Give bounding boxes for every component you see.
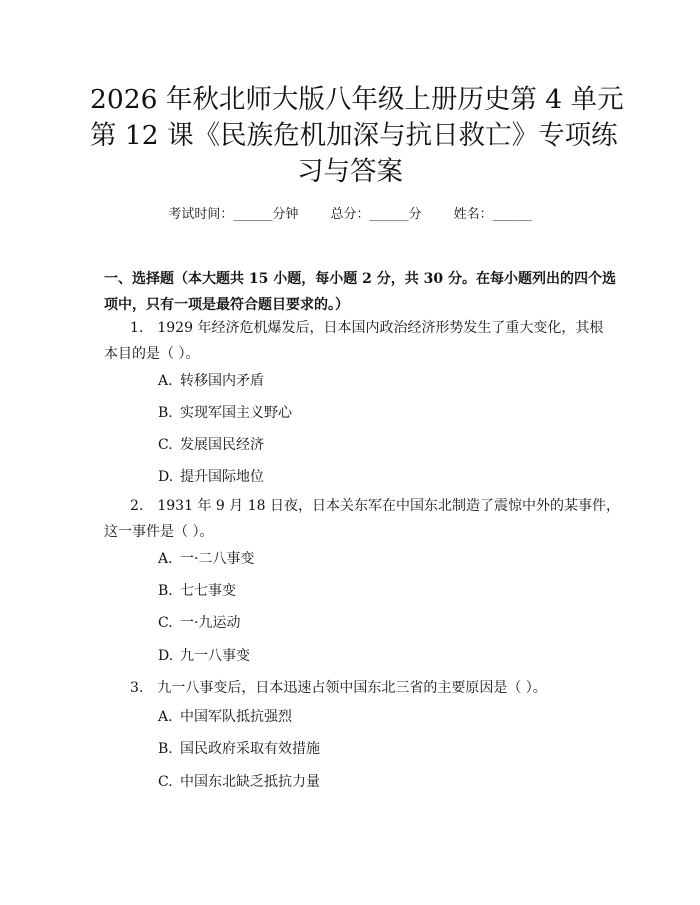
option-text: 一·二八事变: [180, 551, 255, 567]
question-2-line-2: 这一事件是（ ）。: [104, 524, 214, 540]
option-letter: B.: [158, 583, 173, 599]
option-text: 中国军队抵抗强烈: [180, 709, 292, 725]
option-letter: A.: [158, 551, 173, 567]
question-2-option-a: [158, 549, 254, 569]
title-line-1: 2026 年秋北师大版八年级上册历史第 4 单元: [90, 84, 624, 115]
option-text: 国民政府采取有效措施: [180, 741, 320, 757]
question-1-option-d: [158, 467, 264, 487]
section-heading-line-2: 项中，只有一项是最符合题目要求的。）: [104, 297, 349, 313]
option-letter: C.: [158, 615, 173, 631]
question-1-option-c: [158, 435, 264, 455]
question-3-number: 3.: [130, 680, 144, 696]
option-text: 实现军国主义野心: [180, 405, 292, 421]
section-heading-line-1: 一、选择题（本大题共 15 小题，每小题 2 分，共 30 分。在每小题列出的四个选: [104, 271, 616, 287]
option-letter: C.: [158, 774, 173, 790]
section-heading: [104, 266, 616, 318]
question-3-option-b: [158, 739, 320, 759]
title-line-2: 第 12 课《民族危机加深与抗日救亡》专项练: [90, 120, 618, 151]
option-text: 中国东北缺乏抵抗力量: [180, 774, 320, 790]
option-letter: A.: [158, 709, 173, 725]
question-1-number: 1.: [130, 320, 144, 336]
option-letter: B.: [158, 741, 173, 757]
option-letter: A.: [158, 373, 173, 389]
question-2-option-c: [158, 613, 240, 633]
question-1-line-2: 本目的是（ ）。: [104, 346, 200, 362]
exam-time: 考试时间：______分钟: [168, 207, 299, 222]
question-1-text: 1929 年经济危机爆发后，日本国内政治经济形势发生了重大变化，其根: [157, 320, 604, 336]
exam-name: 姓名：______: [453, 207, 532, 222]
question-3-text: 九一八事变后，日本迅速占领中国东北三省的主要原因是（ ）。: [157, 680, 547, 696]
exam-info: [0, 206, 700, 224]
question-1: [104, 315, 604, 367]
question-2-number: 2.: [130, 498, 144, 514]
option-letter: D.: [158, 469, 174, 485]
question-2: [104, 493, 620, 545]
option-text: 转移国内矛盾: [180, 373, 264, 389]
question-1-option-b: [158, 403, 292, 423]
option-text: 七七事变: [180, 583, 236, 599]
question-1-option-a: [158, 371, 264, 391]
question-2-text: 1931 年 9 月 18 日夜，日本关东军在中国东北制造了震惊中外的某事件，: [157, 498, 620, 514]
option-letter: B.: [158, 405, 173, 421]
document-title: [90, 82, 624, 190]
exam-score: 总分：______分: [330, 207, 422, 222]
question-2-option-b: [158, 581, 236, 601]
question-3-line-1: [104, 675, 604, 701]
question-1-line-1: [104, 315, 604, 341]
question-3-option-a: [158, 707, 292, 727]
question-2-option-d: [158, 646, 250, 666]
question-3-option-c: [158, 772, 320, 792]
title-line-3: 习与答案: [297, 156, 403, 187]
option-text: 一·九运动: [180, 615, 241, 631]
option-text: 九一八事变: [180, 648, 250, 664]
option-letter: D.: [158, 648, 174, 664]
option-letter: C.: [158, 437, 173, 453]
option-text: 提升国际地位: [180, 469, 264, 485]
question-3: [104, 675, 604, 701]
question-2-line-1: [104, 493, 620, 519]
option-text: 发展国民经济: [180, 437, 264, 453]
